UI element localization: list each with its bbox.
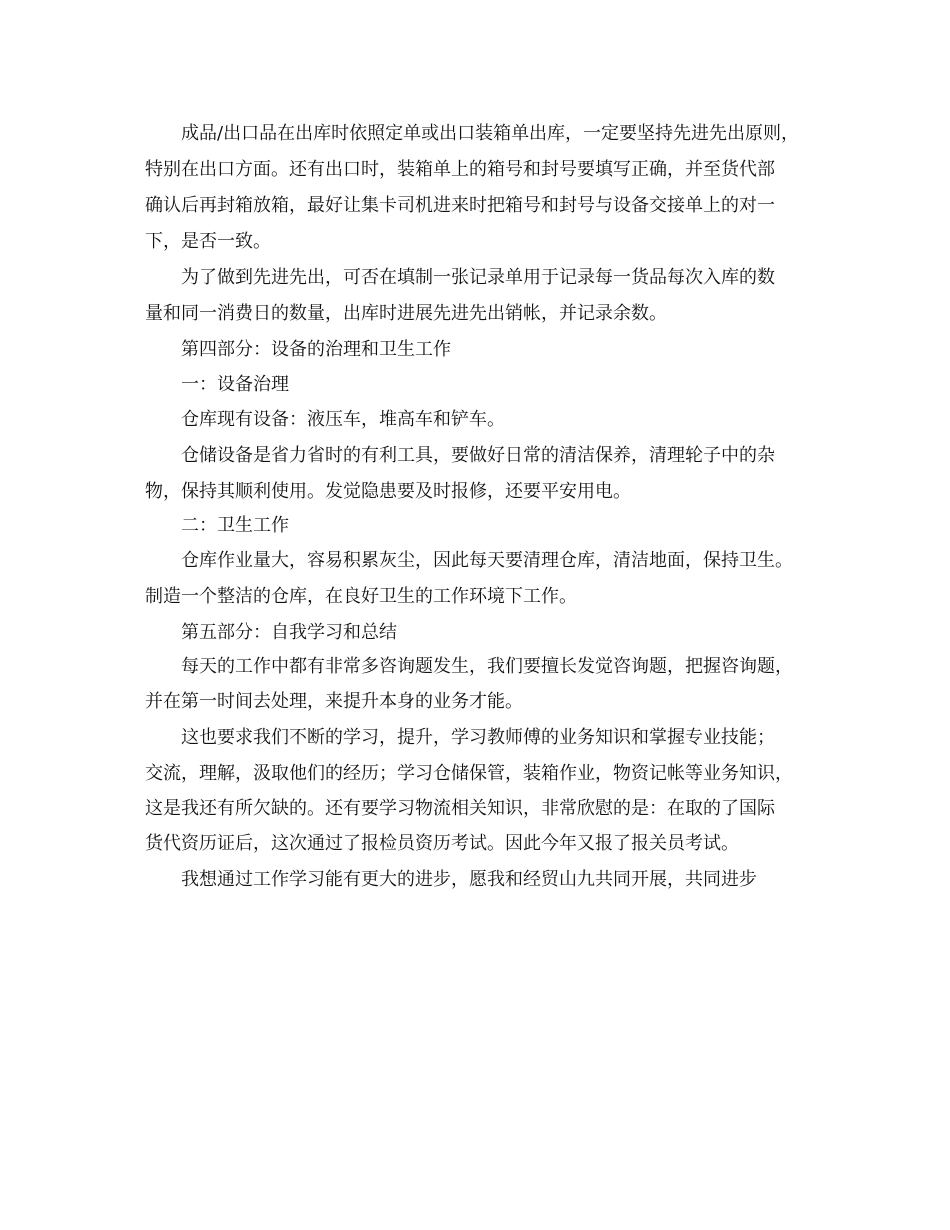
subsection-heading: 一：设备治理: [181, 374, 289, 395]
paragraph-line: 成品/出口品在出库时依照定单或出口装箱单出库，一定要坚持先进先出原则，: [181, 123, 800, 144]
paragraph-line: 量和同一消费日的数量，出库时进展先进先出销帐，并记录余数。: [145, 303, 667, 324]
paragraph-line: 仓库作业量大，容易积累灰尘，因此每天要清理仓库，清洁地面，保持卫生。: [181, 550, 793, 571]
section-heading: 第四部分：设备的治理和卫生工作: [181, 339, 451, 360]
paragraph-line: 每天的工作中都有非常多咨询题发生，我们要擅长发觉咨询题，把握咨询题，: [181, 656, 793, 677]
paragraph-line: 交流，理解，汲取他们的经历；学习仓储保管，装箱作业，物资记帐等业务知识，: [145, 763, 793, 784]
paragraph-line: 制造一个整洁的仓库，在良好卫生的工作环境下工作。: [145, 586, 577, 607]
paragraph-line: 这是我还有所欠缺的。还有要学习物流相关知识，非常欣慰的是：在取的了国际: [145, 798, 775, 819]
paragraph-line: 仓储设备是省力省时的有利工具，要做好日常的清洁保养，清理轮子中的杂: [181, 445, 775, 466]
subsection-heading: 二：卫生工作: [181, 515, 289, 536]
paragraph-line: 我想通过工作学习能有更大的进步，愿我和经贸山九共同开展，共同进步: [181, 869, 757, 890]
paragraph-line: 下，是否一致。: [145, 231, 271, 252]
paragraph-line: 并在第一时间去处理，来提升本身的业务才能。: [145, 691, 523, 712]
paragraph-line: 这也要求我们不断的学习，提升，学习教师傅的业务知识和掌握专业技能；: [181, 727, 775, 748]
paragraph-line: 货代资历证后，这次通过了报检员资历考试。因此今年又报了报关员考试。: [145, 833, 739, 854]
paragraph-line: 特别在出口方面。还有出口时，装箱单上的箱号和封号要填写正确，并至货代部: [145, 159, 775, 180]
section-heading: 第五部分：自我学习和总结: [181, 622, 397, 643]
paragraph-line: 物，保持其顺利使用。发觉隐患要及时报修，还要平安用电。: [145, 481, 631, 502]
paragraph-line: 仓库现有设备：液压车，堆高车和铲车。: [181, 409, 505, 430]
paragraph-line: 为了做到先进先出，可否在填制一张记录单用于记录每一货品每次入库的数: [181, 267, 775, 288]
paragraph-line: 确认后再封箱放箱，最好让集卡司机进来时把箱号和封号与设备交接单上的对一: [145, 195, 775, 216]
